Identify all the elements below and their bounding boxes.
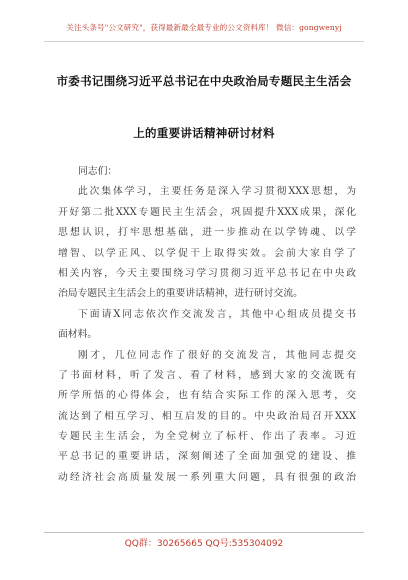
page-header: 关注头条号"公文研究"，获得最新最全最专业的公文资料库！ 微信：gongwenyj	[66, 23, 342, 32]
body-line: 思想认识，打牢思想基础，进一步推动在以学铸魂、以学	[58, 227, 356, 239]
footer-divider	[44, 532, 364, 533]
body-line: 同志们：	[78, 166, 118, 177]
body-line: 开好第二批XXX专题民主生活会，巩固提升XXX成果，深化	[58, 206, 356, 218]
body-line: 平总书记的重要讲话，深刻阐述了全面加强党的建设、推	[58, 451, 356, 463]
document-body	[58, 162, 356, 488]
body-line: 专题民主生活会，为全党树立了标杆、作出了表率。习近	[58, 431, 356, 443]
body-line: 增智、以学正风、以学促干上取得实效。会前大家自学了	[58, 247, 356, 259]
body-line: 相关内容，今天主要围绕习学习贯彻习近平总书记在中央政	[58, 267, 356, 279]
body-line: 下面请X同志依次作交流发言，其他中心组成员提交书	[78, 308, 356, 320]
document-title-line-2: 上的重要讲话精神研讨材料	[133, 126, 275, 140]
body-line: 治局专题民主生活会上的重要讲话精神，进行研讨交流。	[58, 288, 303, 300]
body-line: 所学所悟的心得体会，也有结合实际工作的深入思考，交	[58, 390, 356, 402]
body-line: 此次集体学习，主要任务是深入学习贯彻XXX思想，为	[78, 186, 356, 198]
body-line: 面材料。	[58, 329, 98, 341]
body-line: 流达到了相互学习、相互启发的目的。中央政治局召开XXX	[58, 410, 356, 422]
header-divider	[44, 41, 364, 42]
body-line: 刚才，几位同志作了很好的交流发言，其他同志提交	[78, 349, 356, 361]
body-line: 动经济社会高质量发展一系列重大问题，具有很强的政治	[58, 471, 356, 483]
document-title-line-1: 市委书记围绕习近平总书记在中央政治局专题民主生活会	[56, 74, 352, 88]
page-footer: QQ群：30265665 QQ号:535304092	[124, 539, 284, 549]
body-line: 了书面材料，听了发言、看了材料，感到大家的交流既有	[58, 369, 356, 381]
